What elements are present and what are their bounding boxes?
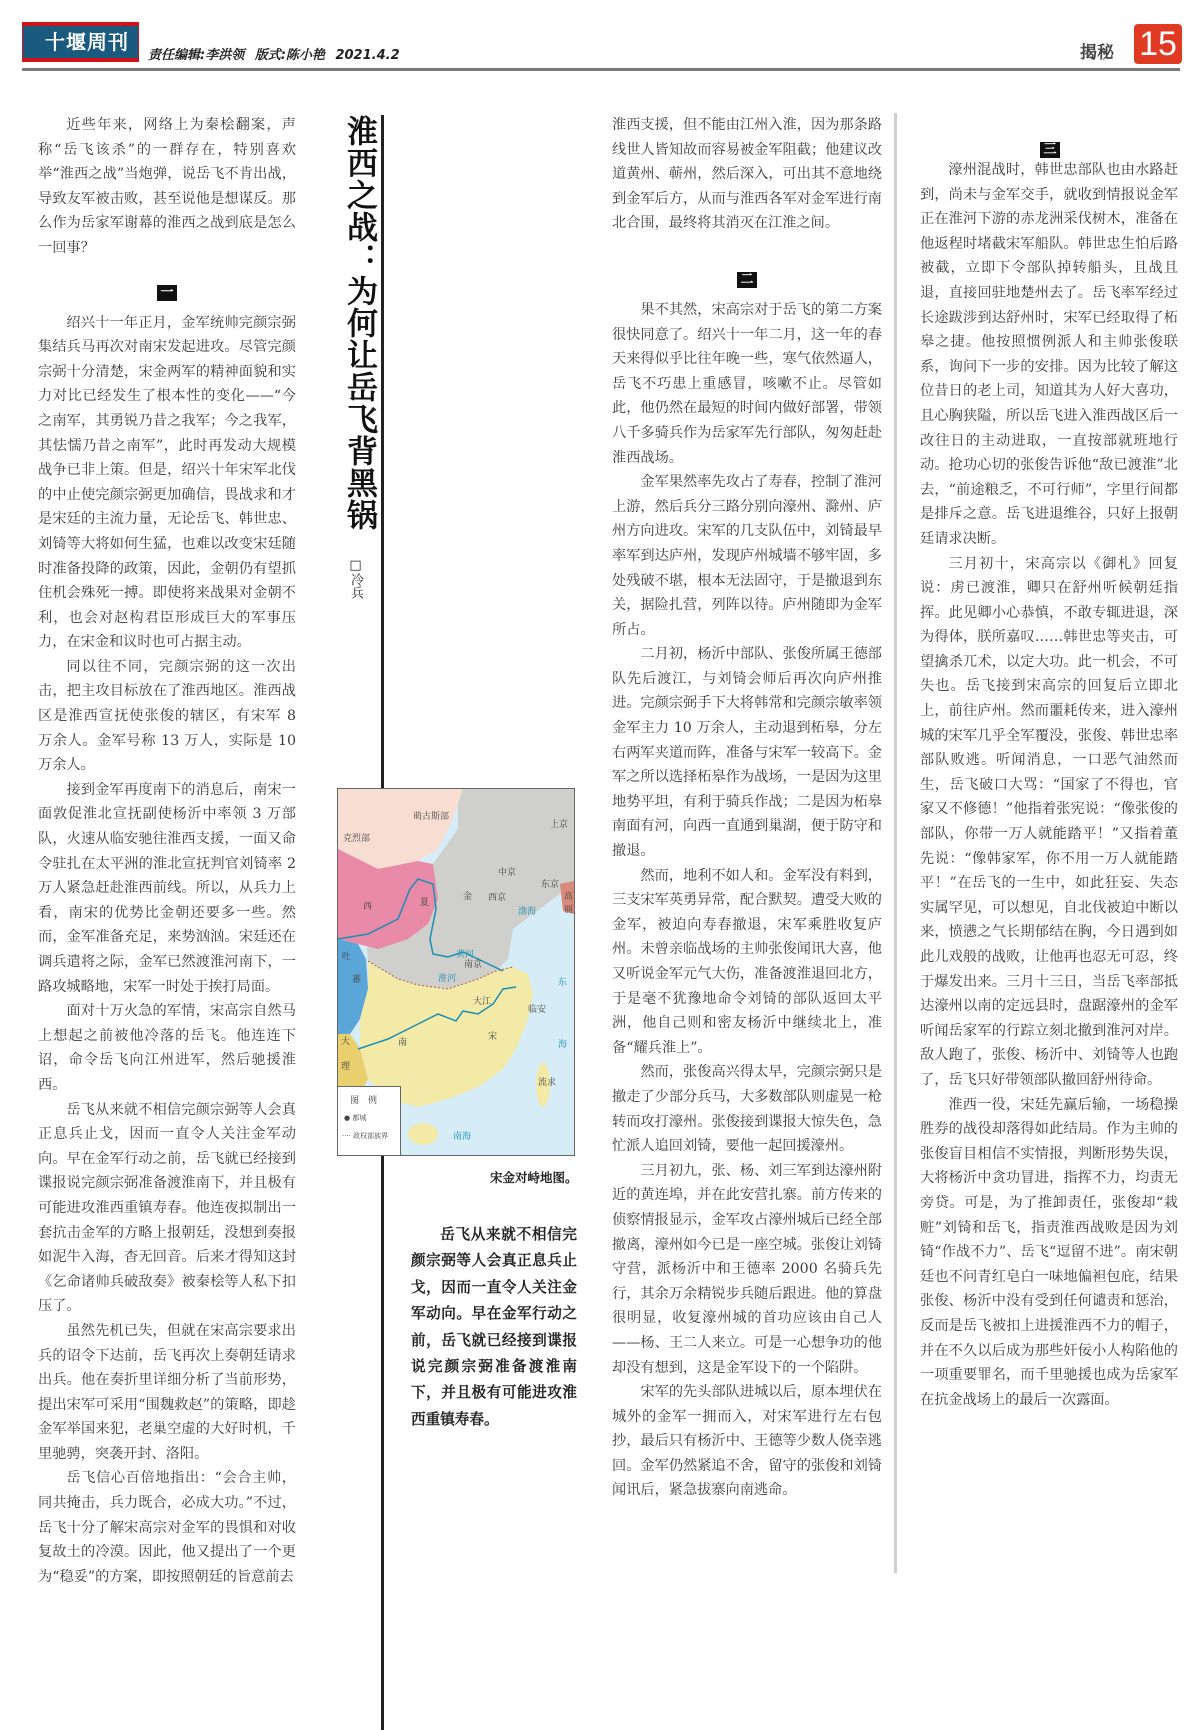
map-caption: 宋金对峙地图。 [490,1170,578,1185]
map-label-tu: 吐 [342,952,352,962]
map-label-nanjing: 南京 [464,960,483,970]
paragraph: 濠州混战时，韩世忠部队也由水路赶到，尚未与金军交手，就收到情报说金军正在淮河下游的赤龙洲采伐树木，准备在他返程时堵截宋军船队。韩世忠生怕后路被截，立即下令部队掉转船头，且战且退，直接回驻地楚州去了。岳飞率军经过长途跋涉到达舒州时，宋军已经取得了柘皋之捷。他按照惯例派人和主帅张俊联系，询问下一步的安排。因为比较了解这位昔日的老上司，知道其为人好大喜功，且心胸狭隘，所以岳飞进入淮西战区后一改往日的主动进取，一直按部就班地行动。抢功心切的张俊告诉他“敌已渡淮”北去，“前途粮乏，不可行师”，字里行间都是排斥之意。岳飞进退维谷，只好上报朝廷请求决断。 [920,162,1178,547]
song-jin-map [337,788,575,1156]
hainan-island [408,1123,438,1145]
issue-date: 2021.4.2 [335,48,400,63]
paragraph: 然而，张俊高兴得太早，完颜宗弼只是撤走了少部分兵马，大多数部队则虚晃一枪转而攻打濠州。张俊接到谍报大惊失色，急忙派人追回刘锜，要他一起回援濠州。 [612,1064,882,1155]
map-label-huanghe: 黄河 [456,950,475,960]
map-label-zhongjing: 中京 [498,868,517,878]
pull-quote-text: 岳飞从来就不相信完颜宗弼等人会真正息兵止戈，因而一直令人关注金军动向。早在金军行动之前，岳飞就已经接到谍报说完颜宗弼准备渡淮南下，并且极有可能进攻淮西重镇寿春。 [411,1226,577,1428]
article-column-3 [612,113,882,1503]
layout-credit: 版式:陈小艳 [254,48,325,63]
map-label-nan: 南 [398,1038,408,1048]
article-column-4 [920,142,1178,1412]
header-rule [22,68,1180,71]
map-label-gaoli: 高丽 [564,892,574,915]
paragraph: 三月初九，张、杨、刘三军到达濠州附近的黄连埠，并在此安营扎寨。前方传来的侦察情报显示，金军攻占濠州城后已经全部撤离，濠州如今已是一座空城。张俊让刘锜守营，派杨沂中和王德率 2000 名骑兵先行，其余万余精锐步兵随后跟进。他的算盘很明显，收复濠州城的首功应该由自己人——杨、王二人来立。可是一心想争功的他却没有想到，这是金军设下的一个陷阱。 [612,1162,882,1376]
paragraph: 绍兴十一年正月，金军统帅完颜宗弼集结兵马再次对南宋发起进攻。尽管完颜宗弼十分清楚，宋金两军的精神面貌和实力对比已经发生了根本性的变化——“今之南军，其勇锐乃昔之我军；今之我军，其怯懦乃昔之南军”，此时再发动大规模战争已非上策。但是，绍兴十年宋军北伐的中止使完颜宗弼更加确信，畏战求和才是宋廷的主流力量，无论岳飞、韩世忠、刘锜等大将如何生猛，也难以改变宋廷随时准备投降的政策，因此，金朝仍有望抓住机会殊死一搏。即使将来战果对金朝不利，也会对赵构君臣形成巨大的军事压力，在宋金和议时也可占据主动。 [38,314,296,651]
map-label-dong: 东 [558,978,568,988]
article-column-1 [38,113,296,1589]
capital-dot-icon: ● [344,1114,351,1122]
map-label-li: 理 [341,1062,351,1072]
paragraph: 岳飞从来就不相信完颜宗弼等人会真正息兵止戈，因而一直令人关注金军动向。早在金军行动之前，岳飞就已经接到谍报说完颜宗弼准备渡淮南下，并且极有可能进攻淮西重镇寿春。他连夜拟制出一套抗击金军的方略上报朝廷，没想到奏报如泥牛入海，杳无回音。后来才得知这封《乞命诸帅兵破敌奏》被秦桧等人私下扣压了。 [38,1101,296,1315]
paragraph: 二月初，杨沂中部队、张俊所属王德部队先后渡江，与刘锜会师后再次向庐州推进。完颜宗弼手下大将韩常和完颜宗敏率领金军主力 10 万余人，主动退到柘皋，分左右两军夹道而阵，准备与宋军一较高下。金军之所以选择柘皋作为战场，一是因为这里地势平坦，有利于骑兵作战；二是因为柘皋南面有河，向西一直通到巢湖，便于防守和撤退。 [612,646,882,860]
paragraph: 岳飞信心百倍地指出：“会合主帅，同共掩击，兵力既合，必成大功。”不过，岳飞十分了解宋高宗对金军的畏惧和对收复故土的冷漠。因此，他又提出了一个更为“稳妥”的方案，即按照朝廷的旨意前去 [38,1470,296,1585]
paragraph: 宋军的先头部队进城以后，原本埋伏在城外的金军一拥而入，对宋军进行左右包抄，最后只有杨沂中、王德等少数人侥幸逃回。金军仍然紧追不舍，留守的张俊和刘锜闻讯后，紧急拔寨向南逃命。 [612,1384,882,1499]
logo-decoration [28,36,36,48]
paragraph: 淮西支援，但不能由江州入淮，因为那条路线世人皆知故而容易被金军阻截；他建议改道黄州、蕲州，然后深入，可出其不意地绕到金军后方，从而与淮西各军对金军进行南北合围，最终将其消灭在江淮之间。 [612,117,882,232]
map-label-hai: 海 [558,1040,568,1050]
pull-quote [411,1222,577,1433]
paragraph: 同以往不同，完颜宗弼的这一次出击，把主攻目标放在了淮西地区。淮西战区是淮西宣抚使张俊的辖区，有宋军 8 万余人。金军号称 13 万人，实际是 10 万余人。 [38,658,296,774]
map-label-huaihe: 淮河 [438,974,457,984]
section-label: 揭秘 [1080,43,1114,63]
paragraph: 虽然先机已失，但就在宋高宗要求出兵的诏令下达前，岳飞再次上奏朝廷请求出兵。他在奏折里详细分析了当前形势，提出宋军可采用“围魏救赵”的策略，即趁金军举国来犯，老巢空虚的大好时机，千里驰骋，突袭开封、洛阳。 [38,1322,296,1462]
section-marker-2: 二 [737,272,757,288]
dotted-line-icon: ···· [342,1132,351,1140]
paragraph: 三月初十，宋高宗以《御札》回复说：虏已渡淮，卿只在舒州听候朝廷指挥。此见卿小心恭慎，不敢专辄进退，深为得体，朕所嘉叹……韩世忠等夹击，可望擒杀兀术，以定大功。此一机会，不可失也。岳飞接到宋高宗的回复后立即北上，前往庐州。然而噩耗传来，进入濠州城的宋军几乎全军覆没，张俊、韩世忠率部队败逃。听闻消息，一口恶气油然而生，岳飞破口大骂：“国家了不得也，官家又不修德！”他指着张宪说：“像张俊的部队，你带一万人就能踏平！”又指着董先说：“像韩家军，你不用一万人就能踏平！”在岳飞的一生中，如此狂妄、失态实属罕见，可以想见，自北伐被迫中断以来，愤懑之气长期郁结在胸，今日遇到如此儿戏般的战败，让他再也忍无可忍，终于爆发出来。三月十三日，当岳飞率部抵达濠州以南的定远县时，盘踞濠州的金军听闻岳家军的行踪立刻北撤到淮河对岸。敌人跑了，张俊、杨沂中、刘锜等人也跑了，岳飞只好带领部队撤回舒州待命。 [920,555,1178,1088]
article-title: 淮西之战：为何让岳飞背黑锅 [341,115,377,531]
map-label-song: 宋 [488,1032,498,1042]
map-legend [338,1086,401,1155]
map-label-da: 大 [341,1037,351,1047]
section-marker-3: 三 [1040,142,1060,158]
legend-capital: ● 都城 [344,1114,367,1122]
legend-border: ···· 政权部族界 [342,1132,389,1140]
article-author: □冷兵 [348,558,363,599]
map-label-kelie: 克烈部 [343,834,371,844]
logo-text: 十堰周刊 [45,30,129,54]
page-header [22,22,1182,72]
paragraph: 果不其然，宋高宗对于岳飞的第二方案很快同意了。绍兴十一年二月，这一年的春天来得似乎比往年晚一些，寒气依然逼人，岳飞不巧患上重感冒，咳嗽不止。尽管如此，他仍然在最短的时间内做好部署，带领八千多骑兵作为岳家军先行部队，匆匆赶赴淮西战场。 [612,301,882,466]
map-label-shangjing: 上京 [550,820,569,830]
newspaper-logo [22,22,139,62]
map-label-xi: 西 [363,902,373,912]
map-label-dajiang: 大江 [473,997,492,1007]
section-marker-1: 一 [157,285,177,301]
intro-paragraph: 近些年来，网络上为秦桧翻案，声称“岳飞该杀”的一群存在，特别喜欢举“淮西之战”当炮弹，说岳飞不肯出战，导致友军被击败，甚至说他是想谋反。那么作为岳家军谢幕的淮西之战到底是怎么一回事？ [38,117,296,256]
credits-line [148,44,406,63]
map-label-nanhai: 南海 [453,1132,472,1142]
legend-title: 图 例 [350,1096,378,1106]
editor-credit: 责任编辑:李洪领 [148,48,245,63]
map-label-jin: 金 [463,892,473,902]
map-label-dongjing: 东京 [541,880,560,890]
paragraph: 然而，地利不如人和。金军没有料到，三支宋军英勇异常，配合默契。遭受大败的金军，被迫向寿春撤退，宋军乘胜收复庐州。未曾亲临战场的主帅张俊闻讯大喜，他又听说金军元气大伤，准备渡淮退回北方，于是毫不犹豫地命令刘锜的部队返回太平洲，他自己则和密友杨沂中继续北上，准备“耀兵淮上”。 [612,867,882,1056]
column-divider [894,113,897,1573]
paragraph: 接到金军再度南下的消息后，南宋一面敦促淮北宣抚副使杨沂中率领 3 万部队，火速从临安驰往淮西支援，一面又命令驻扎在太平洲的淮北宣抚判官刘锜率 2 万人紧急赶赴淮西前线。所以，从兵力上看，南宋的优势比金朝还要多一些。然而，金军准备充足，来势汹汹。宋廷还在调兵遣将之际，金军已然渡淮河南下，一路攻城略地，宋军一时处于挨打局面。 [38,781,296,995]
map-label-bo: 蕃 [352,975,362,985]
map-label-xijing: 西京 [488,893,507,903]
paragraph: 淮西一役，宋廷先赢后输，一场稳操胜券的战役却落得如此结局。作为主帅的张俊盲目相信不实情报，判断形势失误，大将杨沂中贪功冒进，指挥不力，均责无旁贷。可是，为了推卸责任，张俊却“栽赃”刘锜和岳飞，指责淮西战败是因为刘锜“作战不力”、岳飞“逗留不进”。南宋朝廷也不问青红皂白一味地偏袒包庇，结果张俊、杨沂中没有受到任何谴责和惩治，反而是岳飞被扣上进援淮西不力的帽子，并在不久以后成为那些奸佞小人构陷他的一项重要罪名，而千里驰援也成为岳家军在抗金战场上的最后一次露面。 [920,1096,1178,1408]
map-label-bohai: 渤海 [518,907,537,917]
map-label-liuqiu: 流求 [538,1078,557,1088]
paragraph: 金军果然率先攻占了寿春，控制了淮河上游，然后兵分三路分别向濠州、滁州、庐州方向进攻。宋军的几支队伍中，刘锜最早率军到达庐州，发现庐州城墙不够牢固，多处残破不堪，根本无法固守，于是撤退到东关，据险扎营，列阵以待。庐州随即为金军所占。 [612,474,882,638]
paragraph: 面对十万火急的军情，宋高宗自然马上想起之前被他冷落的岳飞。他连连下诏，命令岳飞向江州进军，然后驰援淮西。 [38,1003,296,1093]
map-label-linan: 临安 [528,1005,547,1015]
map-label-xia: 夏 [420,898,430,908]
page-number-badge: 15 [1134,24,1182,64]
map-label-menggu: 萌古斯部 [413,812,450,822]
